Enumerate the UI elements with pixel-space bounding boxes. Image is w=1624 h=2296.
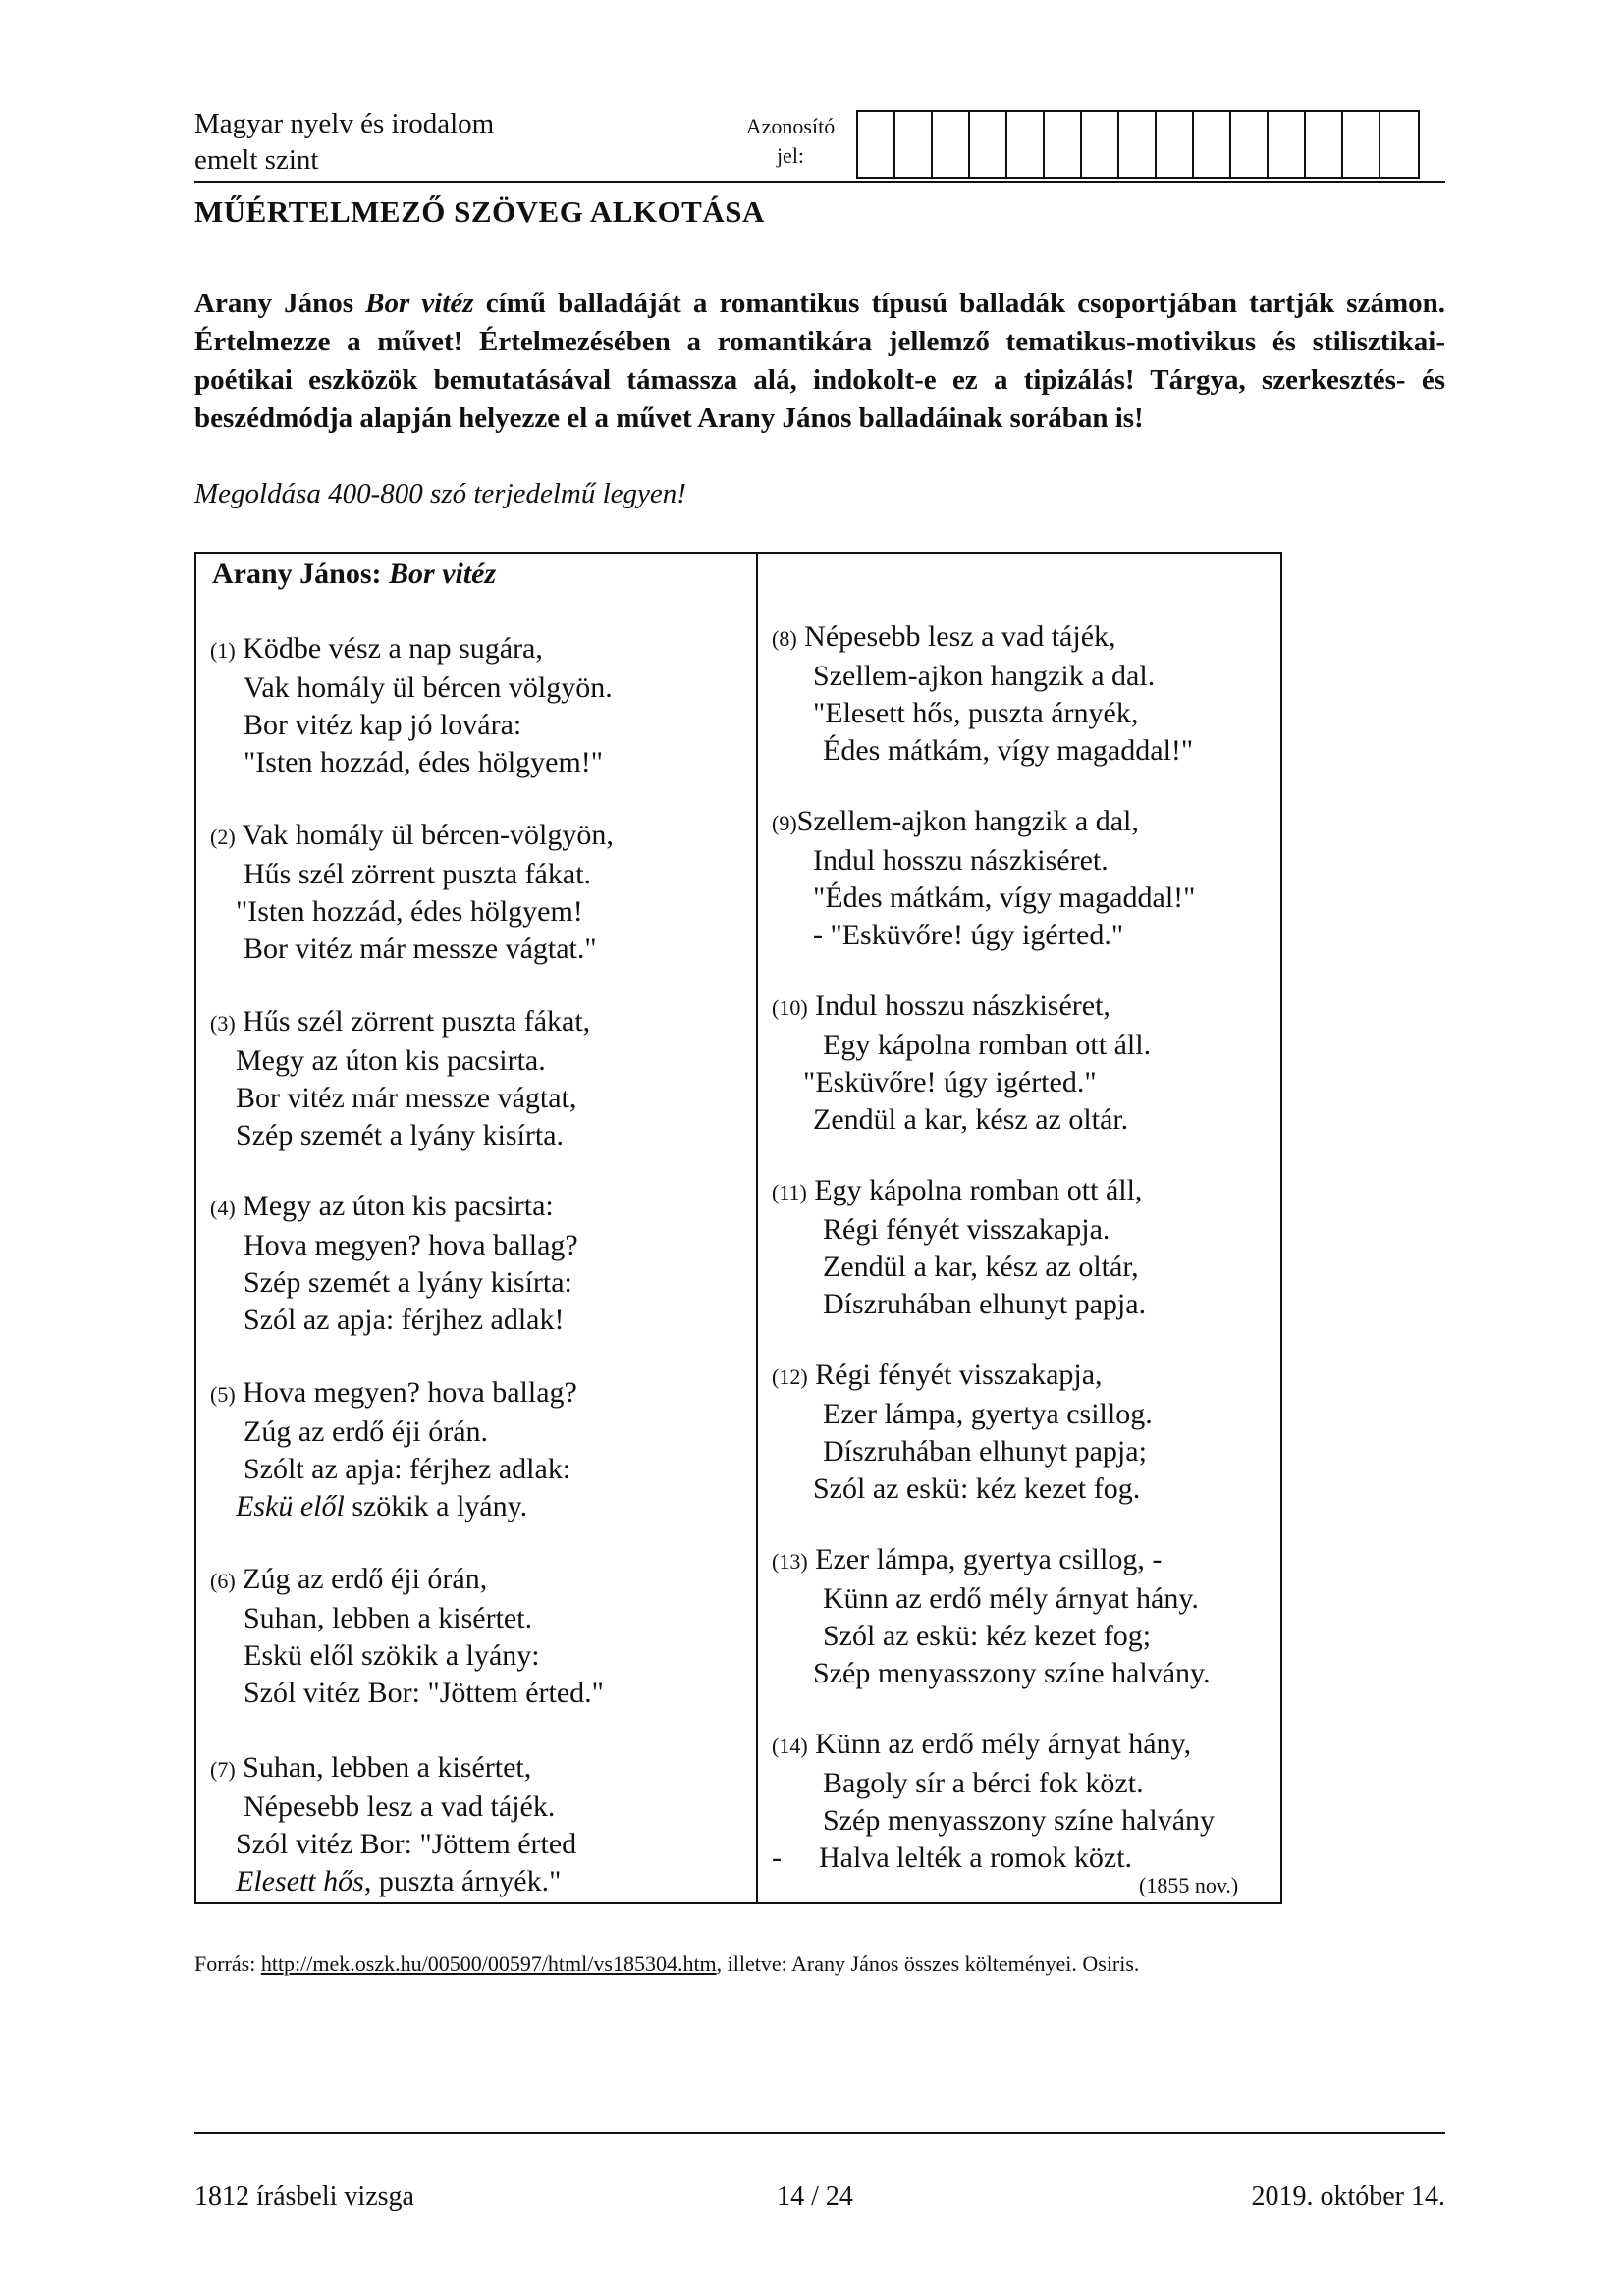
poem-line: Vak homály ül bércen völgyön. (244, 671, 613, 704)
poem-line: Szól vitéz Bor: "Jöttem érted." (244, 1677, 604, 1709)
poem-line: Künn az erdő mély árnyat hány. (823, 1582, 1199, 1615)
stanza-5 (210, 1374, 577, 1525)
poem-line: Szól vitéz Bor: "Jöttem érted (236, 1828, 577, 1860)
stanza-12 (772, 1357, 1153, 1508)
footer-exam-code: 1812 írásbeli vizsga (194, 2181, 414, 2212)
poem-line: Szép szemét a lyány kisírta. (236, 1119, 565, 1151)
poem-line: Régi fényét visszakapja, (815, 1359, 1103, 1391)
poem-line: Künn az erdő mély árnyat hány, (815, 1728, 1192, 1760)
source-prefix: Forrás: (194, 1951, 261, 1976)
id-label-line2: jel: (776, 143, 805, 168)
id-box[interactable] (933, 112, 970, 177)
source-link[interactable]: http://mek.oszk.hu/00500/00597/html/vs185304.htm (260, 1951, 717, 1976)
poem-line: Szólt az apja: férjhez adlak: (244, 1453, 571, 1485)
poem-line: Hűs szél zörrent puszta fákat, (243, 1005, 591, 1038)
poem-line: Díszruhában elhunyt papja; (823, 1435, 1147, 1468)
poem-line: Szép szemét a lyány kisírta: (244, 1266, 572, 1299)
poem-author: Arany János: (212, 558, 390, 590)
stanza-9 (772, 803, 1195, 954)
poem-line: Indul hosszu nászkiséret, (815, 989, 1110, 1022)
poem-line: Ezer lámpa, gyertya csillog, - (815, 1543, 1163, 1575)
poem-line: Bor vitéz kap jó lovára: (244, 709, 522, 741)
poem-title-italic: Bor vitéz (389, 558, 497, 590)
poem-line: Eskü elől szökik a lyány: (244, 1639, 540, 1672)
poem-line: Szellem-ajkon hangzik a dal, (796, 805, 1139, 837)
header-divider (194, 181, 1445, 183)
poem-line: Megy az úton kis pacsirta: (243, 1190, 554, 1222)
id-box[interactable] (1194, 112, 1231, 177)
poem-line: Szép menyasszony színe halvány (823, 1804, 1216, 1837)
poem-line: Suhan, lebben a kisértet. (244, 1602, 533, 1634)
subject-name: Magyar nyelv és irodalom (194, 108, 495, 139)
stanza-number: (11) (772, 1180, 807, 1204)
poem-line: "Isten hozzád, édes hölgyem! (236, 895, 583, 928)
poem-line: "Esküvőre! úgy igérted." (803, 1066, 1097, 1098)
id-label-line1: Azonosító (745, 114, 836, 138)
stanza-number: (8) (772, 626, 797, 651)
stanza-14 (772, 1726, 1215, 1877)
poem-line: Díszruhában elhunyt papja. (823, 1288, 1147, 1320)
stanza-number: (2) (210, 825, 236, 849)
section-title: MŰÉRTELMEZŐ SZÖVEG ALKOTÁSA (194, 194, 765, 229)
poem-line: Egy kápolna romban ott áll, (814, 1174, 1143, 1206)
stanza-10 (772, 988, 1151, 1139)
poem-line: "Elesett hős, puszta árnyék, (813, 697, 1139, 729)
poem-line: Szól az apja: férjhez adlak! (244, 1304, 565, 1336)
poem-line: Suhan, lebben a kisértet, (243, 1751, 532, 1784)
poem-line: Bor vitéz már messze vágtat, (236, 1082, 577, 1114)
stanza-6 (210, 1561, 604, 1712)
poem-line: Népesebb lesz a vad tájék, (804, 620, 1116, 653)
poem-line: Szól az eskü: kéz kezet fog. (813, 1472, 1141, 1505)
task-text-1: Arany János (194, 288, 366, 319)
poem-line: Szól az eskü: kéz kezet fog; (823, 1620, 1152, 1652)
stanza-13 (772, 1541, 1211, 1692)
stanza-number: (10) (772, 995, 808, 1020)
stanza-7 (210, 1749, 576, 1900)
poem-line: "Isten hozzád, édes hölgyem!" (244, 746, 604, 778)
poem-line: Indul hosszu nászkiséret. (813, 844, 1109, 877)
id-box[interactable] (1269, 112, 1306, 177)
stanza-number: (13) (772, 1549, 808, 1574)
poem-line: Hova megyen? hova ballag? (243, 1376, 577, 1409)
poem-line: Zendül a kar, kész az oltár, (823, 1251, 1139, 1283)
stanza-number: (1) (210, 638, 236, 663)
dash-mark: - (772, 1842, 782, 1874)
poem-date: (1855 nov.) (1139, 1873, 1239, 1897)
id-box[interactable] (1045, 112, 1082, 177)
poem-line: Zúg az erdő éji órán, (243, 1563, 488, 1595)
poem-line: Hűs szél zörrent puszta fákat. (244, 858, 592, 890)
id-box[interactable] (858, 112, 895, 177)
stanza-4 (210, 1188, 578, 1339)
id-box[interactable] (1380, 112, 1418, 177)
poem-line: , puszta árnyék." (363, 1865, 562, 1897)
poem-line: Népesebb lesz a vad tájék. (244, 1790, 556, 1823)
subject-level: emelt szint (194, 144, 319, 176)
footer-page-number: 14 / 24 (777, 2181, 853, 2212)
poem-line: Halva lelték a romok közt. (819, 1842, 1133, 1874)
source-line (194, 1951, 1139, 1977)
source-suffix: , illetve: Arany János összes költeményei. Osiris. (716, 1951, 1140, 1976)
stanza-11 (772, 1172, 1146, 1323)
poem-line: Édes mátkám, vígy magaddal!" (823, 734, 1194, 767)
poem-line: Vak homály ül bércen-völgyön, (242, 819, 614, 851)
id-label (725, 112, 856, 171)
poem-line: Szellem-ajkon hangzik a dal. (813, 660, 1156, 692)
poem-line: Régi fényét visszakapja. (823, 1213, 1110, 1246)
poem-line: Zendül a kar, kész az oltár. (813, 1103, 1129, 1136)
poem-line: Zúg az erdő éji órán. (244, 1415, 489, 1448)
id-box[interactable] (1119, 112, 1157, 177)
stanza-number: (3) (210, 1011, 236, 1036)
id-box[interactable] (1306, 112, 1343, 177)
stanza-number: (9) (772, 811, 797, 835)
task-title-italic: Bor vitéz (365, 288, 474, 319)
stanza-number: (12) (772, 1364, 808, 1389)
id-box[interactable] (1007, 112, 1045, 177)
poem-line: Ezer lámpa, gyertya csillog. (823, 1398, 1153, 1430)
poem-line: Bagoly sír a bérci fok közt. (823, 1767, 1144, 1799)
stanza-number: (7) (210, 1757, 236, 1782)
poem-line: "Édes mátkám, vígy magaddal!" (813, 881, 1196, 914)
subject-heading (194, 106, 494, 179)
stanza-2 (210, 817, 614, 968)
poem-line: szökik a lyány. (344, 1490, 528, 1522)
stanza-number: (5) (210, 1382, 236, 1407)
poem-line: Bor vitéz már messze vágtat." (244, 933, 597, 965)
poem-column-divider (756, 552, 758, 1904)
stanza-number: (6) (210, 1569, 236, 1593)
footer-divider (194, 2132, 1445, 2134)
id-box[interactable] (1343, 112, 1380, 177)
task-instructions (194, 285, 1445, 438)
stanza-number: (4) (210, 1196, 236, 1220)
task-text-2: című balladáját a romantikus típusú balladák csoportjában tartják számon. Értelmezze a művet! Értelmezésében a romantikára jellemző tematikus-motivikus és stilisztikai-poétikai eszközök bemutatásával támassza alá, indokolt-e ez a tipizálás! Tárgya, szerkesztés- és beszédmódja alapján helyezze el a művet Arany János balladáinak sorában is! (194, 288, 1445, 434)
stanza-3 (210, 1003, 590, 1154)
poem-title (212, 558, 496, 591)
stanza-1 (210, 630, 613, 781)
id-box[interactable] (895, 112, 933, 177)
poem-line-italic: Elesett hős (236, 1865, 364, 1897)
poem-line: Megy az úton kis pacsirta. (236, 1044, 546, 1077)
poem-line-italic: Eskü elől (236, 1490, 345, 1522)
poem-line: Szép menyasszony színe halvány. (813, 1657, 1211, 1689)
poem-line: Ködbe vész a nap sugára, (243, 632, 543, 665)
stanza-8 (772, 618, 1193, 770)
poem-line: Egy kápolna romban ott áll. (823, 1029, 1152, 1061)
id-box[interactable] (1231, 112, 1269, 177)
poem-line: - "Esküvőre! úgy igérted." (813, 919, 1124, 951)
stanza-number: (14) (772, 1734, 808, 1758)
id-boxes[interactable] (856, 110, 1420, 179)
task-note: Megoldása 400-800 szó terjedelmű legyen! (194, 478, 686, 509)
poem-line: Hova megyen? hova ballag? (244, 1229, 578, 1261)
footer-date: 2019. október 14. (1251, 2181, 1445, 2212)
id-box[interactable] (1157, 112, 1194, 177)
id-box[interactable] (970, 112, 1007, 177)
id-box[interactable] (1082, 112, 1119, 177)
